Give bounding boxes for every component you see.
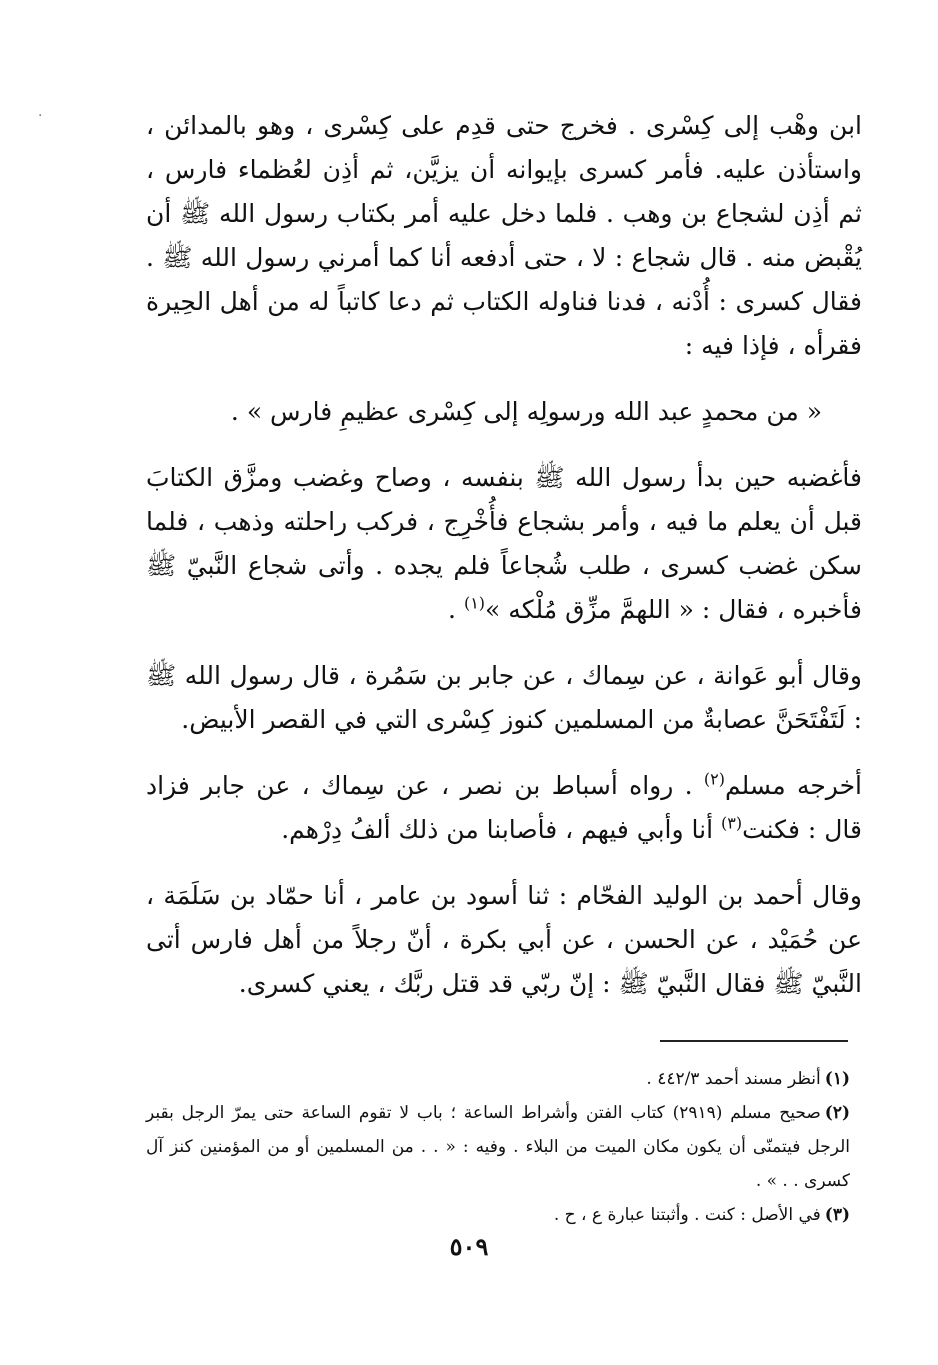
paragraph-5-part-c: أنا وأبي فيهم ، فأصابنا من ذلك ألفُ دِرْهم. bbox=[281, 815, 721, 844]
paragraph-3 bbox=[146, 456, 862, 632]
footnote-3-number: (٣) bbox=[824, 1205, 850, 1225]
main-text-block bbox=[146, 104, 862, 1006]
footnote-1-text: أنظر مسند أحمد ٤٤٢/٣ . bbox=[646, 1069, 821, 1089]
paragraph-6: وقال أحمد بن الوليد الفحّام : ثنا أسود بن عامر ، أنا حمّاد بن سَلَمَة ، عن حُمَيْد ، عن الحسن ، عن أبي بكرة ، أنّ رجلاً من أهل فارس أتى النَّبيّ ﷺ فقال النَّبيّ ﷺ : إنّ ربّي قد قتل ربَّك ، يعني كسرى. bbox=[146, 881, 862, 998]
footnote-separator bbox=[660, 1040, 848, 1042]
paragraph-3-text: فأغضبه حين بدأ رسول الله ﷺ بنفسه ، وصاح وغضب ومزَّق الكتابَ قبل أن يعلم ما فيه ، وأمر بشجاع فأُخْرِج ، فركب راحلته وذهب ، فلما سكن غضب كسرى ، طلب شُجاعاً فلم يجده . وأتى شجاع النَّبيّ ﷺ فأخبره ، فقال : « اللهمَّ مزِّق مُلْكه » bbox=[146, 463, 862, 624]
footnote-ref-1[interactable]: (١) bbox=[463, 593, 486, 613]
footnote-2-text: صحيح مسلم (٢٩١٩) كتاب الفتن وأشراط الساعة ؛ باب لا تقوم الساعة حتى يمرّ الرجل بقبر الرجل فيتمنّى أن يكون مكان الميت من البلاء . وفيه : « . . من المسلمين أو من المؤمنين كنز آل كسرى . . » . bbox=[146, 1103, 850, 1191]
page-number: ٥٠٩ bbox=[449, 1232, 489, 1261]
paragraph-5-part-a: أخرجه مسلم bbox=[725, 771, 862, 800]
margin-mark: · bbox=[38, 108, 43, 124]
paragraph-2-quote: « من محمدٍ عبد الله ورسولِه إلى كِسْرى عظيمِ فارس » . bbox=[230, 397, 822, 426]
footnote-3 bbox=[146, 1198, 850, 1232]
footnote-3-text: في الأصل : كنت . وأثبتنا عبارة ع ، ح . bbox=[553, 1205, 821, 1225]
footnote-2-number: (٢) bbox=[824, 1103, 850, 1123]
paragraph-3-end: . bbox=[448, 595, 464, 624]
footnote-1-number: (١) bbox=[824, 1069, 850, 1089]
footnote-1 bbox=[146, 1062, 850, 1096]
paragraph-4: وقال أبو عَوانة ، عن سِماك ، عن جابر بن سَمُرة ، قال رسول الله ﷺ : لَتَفْتَحَنَّ عصابةٌ من المسلمين كنوز كِسْرى التي في القصر الأبيض. bbox=[146, 661, 862, 734]
footnote-ref-2[interactable]: (٢) bbox=[703, 769, 726, 789]
paragraph-5 bbox=[146, 764, 862, 852]
paragraph-5-part-b: . رواه أسباط بن نصر ، عن سِماك ، عن جابر فزاد قال : فكنت bbox=[146, 771, 862, 844]
footnote-2 bbox=[146, 1096, 850, 1198]
footnotes-block bbox=[146, 1062, 850, 1232]
footnote-ref-3[interactable]: (٣) bbox=[721, 813, 743, 833]
paragraph-1: ابن وهْب إلى كِسْرى . فخرج حتى قدِم على كِسْرى ، وهو بالمدائن ، واستأذن عليه. فأمر كسرى بإيوانه أن يزيَّن، ثم أذِن لعُظماء فارس ، ثم أذِن لشجاع بن وهب . فلما دخل عليه أمر بكتاب رسول الله ﷺ أن يُقْبض منه . قال شجاع : لا ، حتى أدفعه أنا كما أمرني رسول الله ﷺ . فقال كسرى : أُدْنه ، فدنا فناوله الكتاب ثم دعا كاتباً له من أهل الحِيرة فقرأه ، فإذا فيه : bbox=[146, 111, 862, 360]
